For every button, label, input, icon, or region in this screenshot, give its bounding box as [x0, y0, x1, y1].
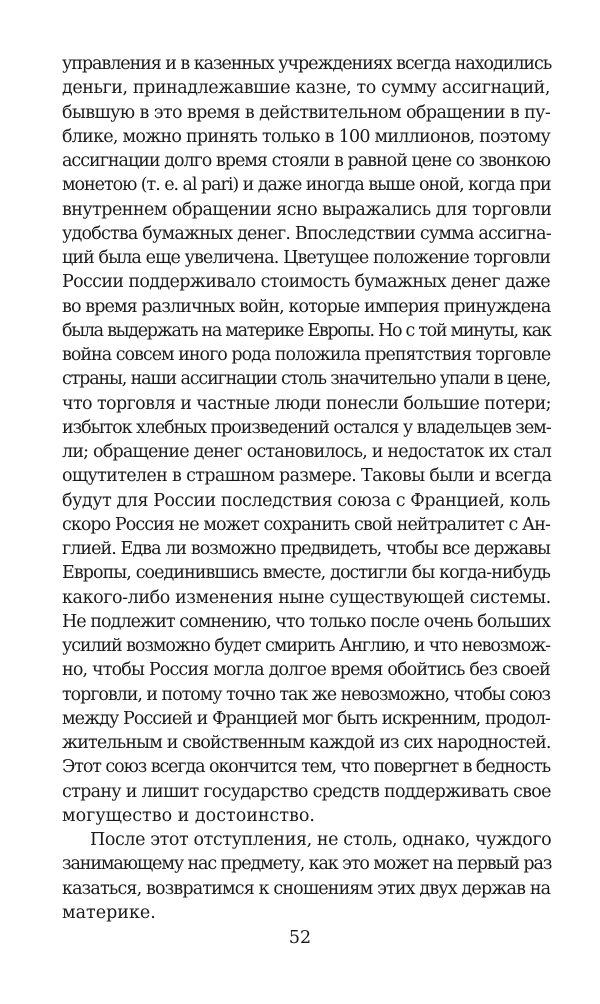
text-line: ций была еще увеличена. Цветущее положение торговли [62, 248, 551, 268]
text-line: между Россией и Францией мог быть искренним, продол- [62, 708, 550, 729]
text-line: Этот союз всегда окончится тем, что повергнет в бедность [62, 757, 550, 778]
text-line: что торговля и частные люди понесли большие потери; [62, 393, 551, 414]
text-line: России поддерживало стоимость бумажных денег даже [62, 272, 550, 293]
text-line: занимающему нас предмету, как это может на первый раз [62, 854, 552, 875]
text-line: глией. Едва ли возможно предвидеть, чтобы все державы [62, 539, 550, 559]
text-line: торговли, и потому точно так же невозможно, чтобы союз [62, 684, 550, 705]
text-line: Европы, соединившись вместе, достигли бы когда-нибудь [62, 563, 550, 584]
text-line: бывшую в это время в действительном обращении в пу- [62, 102, 551, 123]
text-line: усилий возможно будет смирить Англию, и что невозмож- [62, 636, 550, 656]
text-line: Не подлежит сомнению, что только после очень больших [62, 611, 550, 632]
paragraph-2 [62, 828, 550, 925]
text-line: страны, наши ассигнации столь значительно упали в цене, [62, 369, 551, 390]
text-line: После этот отступления, не столь, однако, чуждого [90, 830, 552, 850]
text-line: монетою (т. е. al pari) и даже иногда выше оной, когда при [62, 175, 551, 196]
text-line: была выдержать на материке Европы. Но с той минуты, как [62, 320, 551, 341]
page-body [62, 52, 550, 925]
text-line: могущество и достоинство. [62, 805, 315, 826]
text-line: ассигнации долго время стояли в равной цене со звонкою [62, 151, 550, 171]
text-line: материке. [62, 902, 156, 923]
text-line: скоро Россия не может сохранить свой нейтралитет с Ан- [62, 514, 550, 535]
text-line: управления и в казенных учреждениях всегда находились [62, 54, 552, 74]
text-line: во время различных войн, которые империя принуждена [62, 296, 551, 317]
text-line: ли; обращение денег остановилось, и недостаток их стал [62, 442, 552, 462]
text-line: ощутителен в страшном размере. Таковы были и всегда [62, 466, 552, 487]
text-line: страну и лишит государство средств поддерживать свое [62, 781, 551, 802]
text-line: но, чтобы Россия могла долгое время обойтись без своей [62, 660, 550, 681]
text-line: жительным и свойственным каждой из сих народностей. [62, 733, 551, 753]
text-line: война совсем иного рода положила препятствия торговле [62, 345, 551, 365]
text-line: какого-либо изменения ныне существующей системы. [62, 587, 551, 608]
text-line: внутреннем обращении ясно выражались для торговли [62, 199, 552, 220]
text-line: удобства бумажных денег. Впоследствии сумма ассигна- [62, 223, 551, 244]
text-line: избыток хлебных произведений остался у владельцев зем- [62, 417, 551, 438]
page-number: 52 [288, 928, 312, 948]
text-line: казаться, возвратимся к сношениям этих двух держав на [62, 878, 551, 899]
text-line: деньги, принадлежавшие казне, то сумму ассигнаций, [62, 78, 550, 99]
paragraph-1 [62, 52, 550, 828]
text-line: будут для России последствия союза с Францией, коль [62, 490, 550, 511]
text-line: блике, можно принять только в 100 миллионов, поэтому [62, 126, 551, 147]
